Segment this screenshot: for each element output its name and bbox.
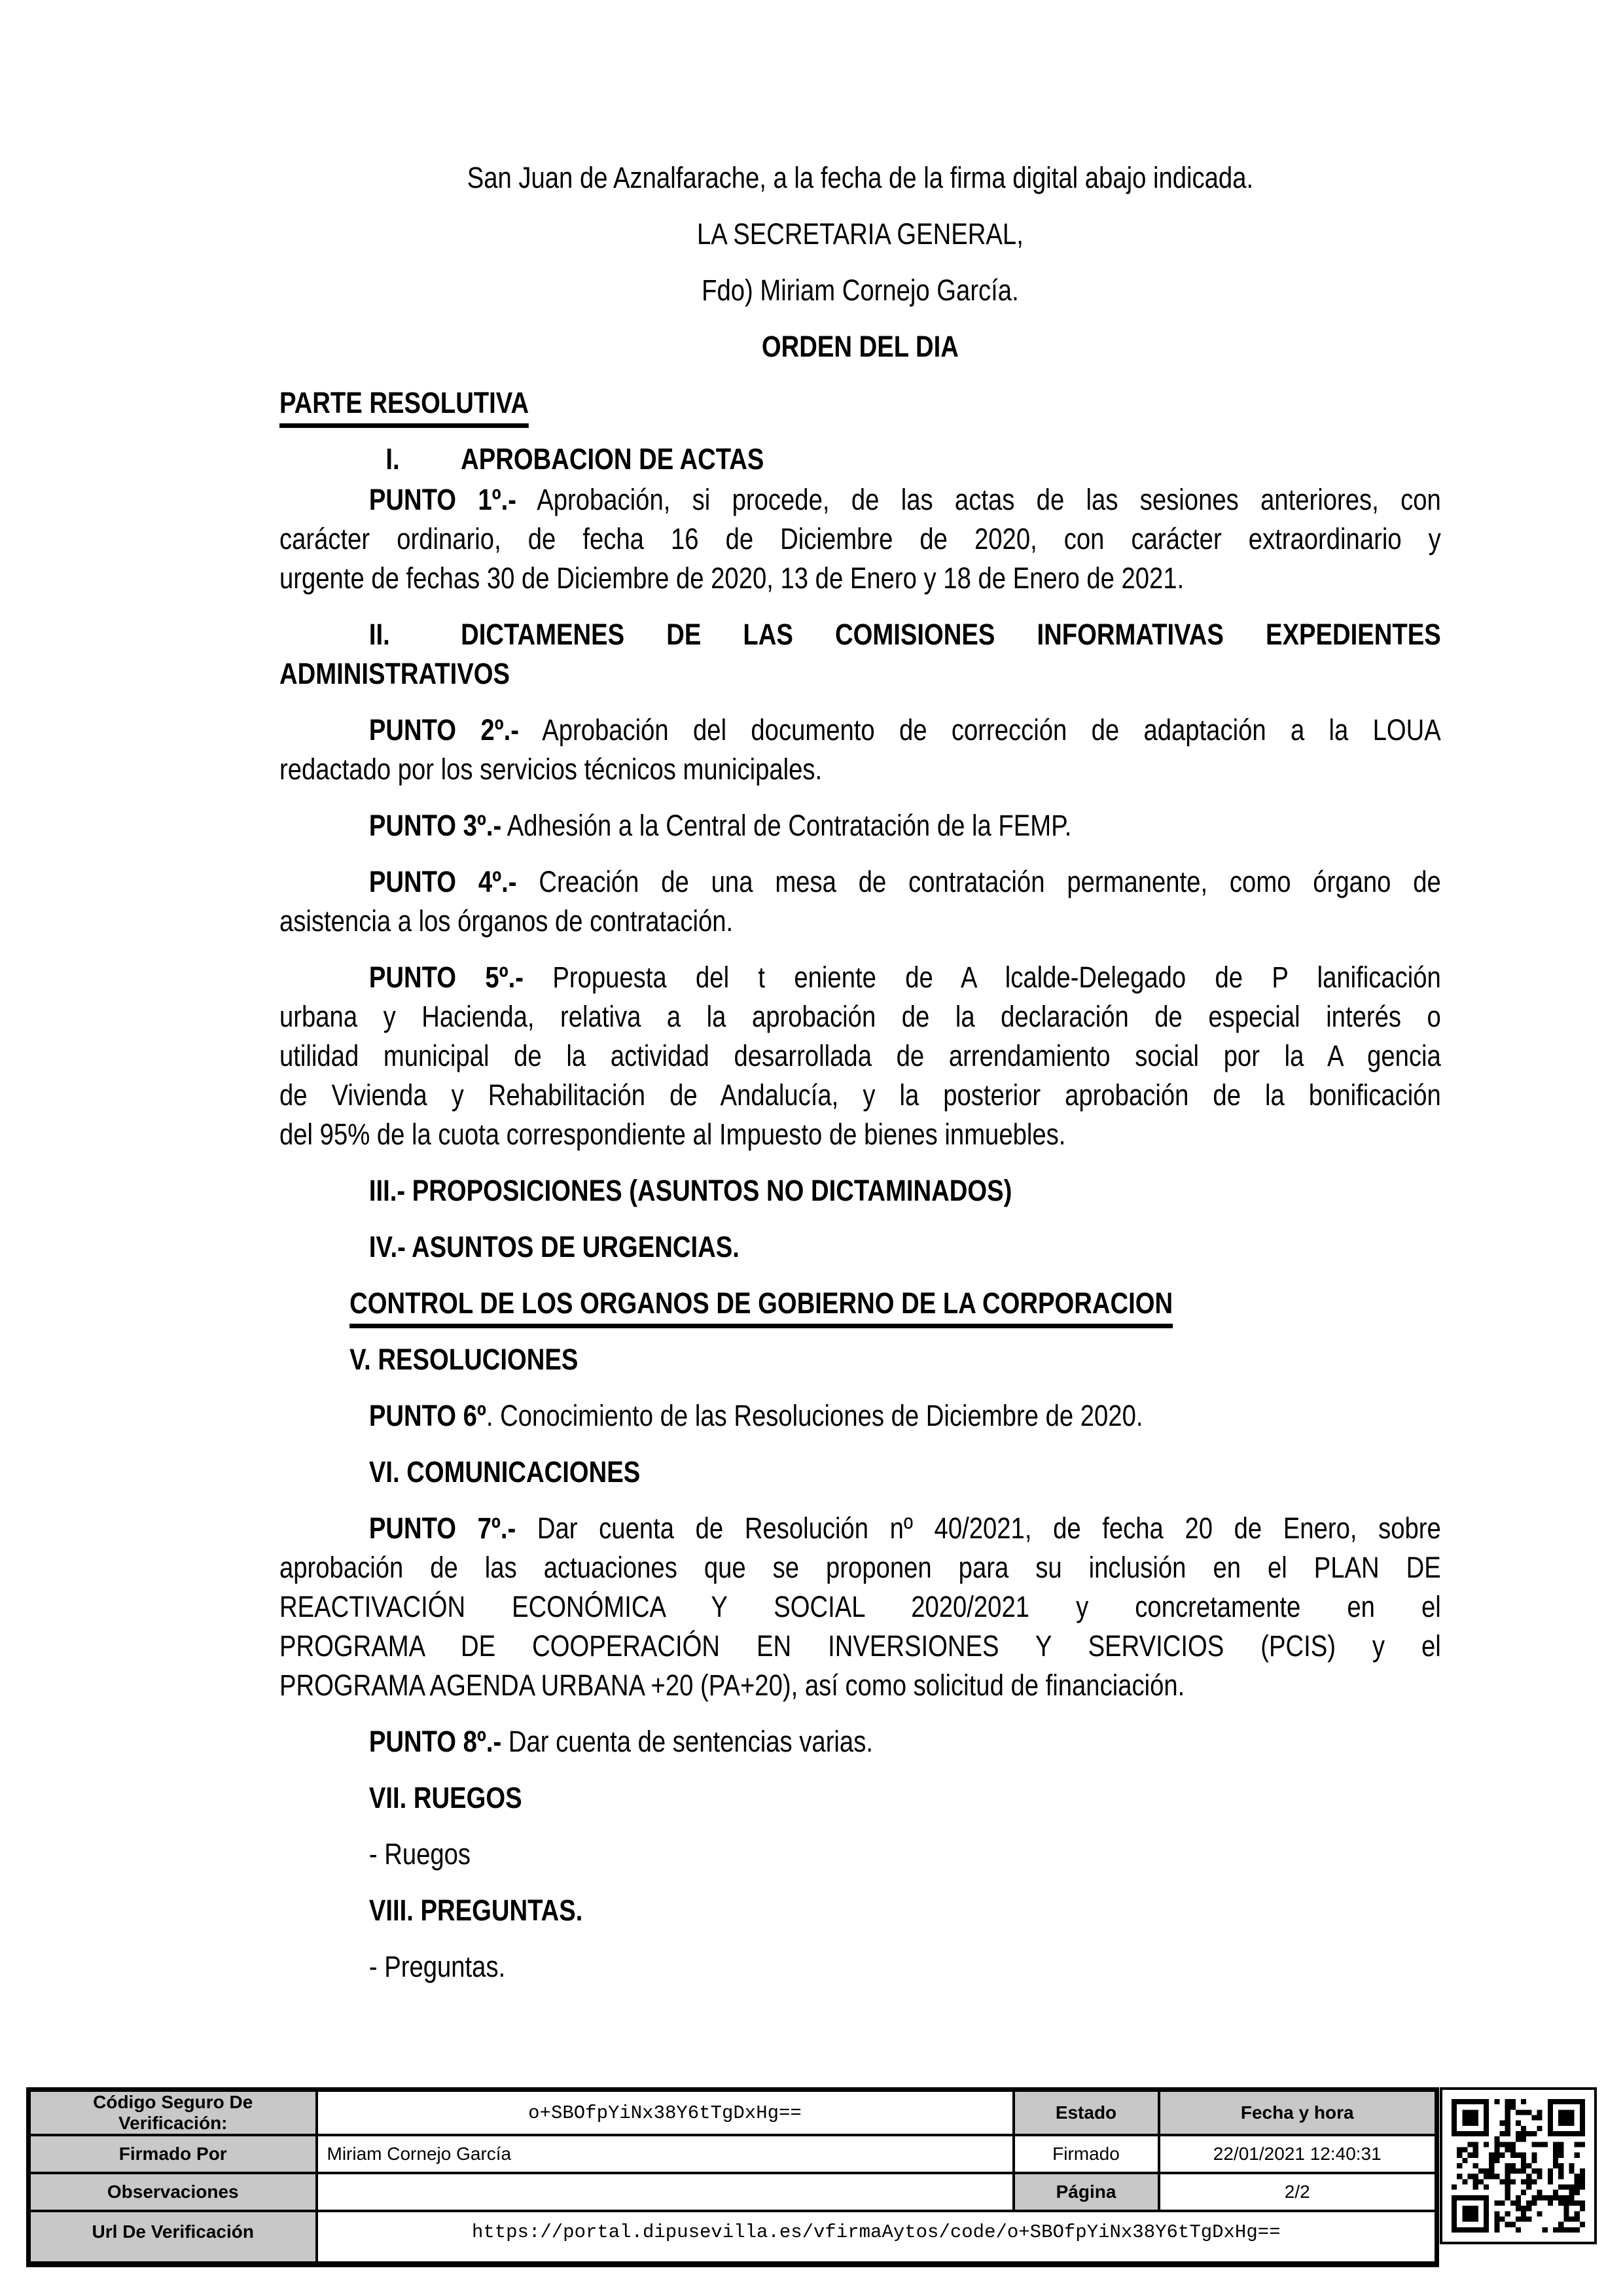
doc-centered-line bbox=[279, 158, 1441, 198]
doc-bold-lead: PUNTO 1º.- bbox=[368, 483, 516, 516]
doc-heading-text: CONTROL DE LOS ORGANOS DE GOBIERNO DE LA CORPORACION bbox=[349, 1286, 1173, 1328]
doc-heading-text: PARTE RESOLUTIVA bbox=[279, 386, 529, 428]
doc-block bbox=[279, 1171, 1441, 1210]
doc-text: San Juan de Aznalfarache, a la fecha de la firma digital abajo indicada. bbox=[467, 161, 1254, 194]
field-label: Observaciones bbox=[29, 2173, 317, 2211]
doc-text: Dar cuenta de Resolución nº 40/2021, de fecha 20 de Enero, sobre bbox=[516, 1511, 1441, 1545]
field-value: 2/2 bbox=[1159, 2173, 1437, 2211]
verification-table bbox=[26, 2087, 1439, 2267]
doc-text: Propuesta del t eniente de A lcalde-Delegado de P lanificación bbox=[523, 961, 1441, 994]
doc-roman-heading bbox=[279, 615, 1441, 654]
doc-text: Aprobación, si procede, de las actas de las sesiones anteriores, con bbox=[516, 483, 1441, 516]
verification-url[interactable]: https://portal.dipusevilla.es/vfirmaAytos/code/o+SBOfpYiNx38Y6tTgDxHg== bbox=[317, 2211, 1437, 2264]
field-label: Estado bbox=[1014, 2090, 1159, 2136]
doc-block bbox=[279, 1891, 1441, 1930]
field-value: Firmado bbox=[1014, 2135, 1159, 2173]
field-label: Firmado Por bbox=[29, 2135, 317, 2173]
doc-text: Adhesión a la Central de Contratación de la FEMP. bbox=[501, 809, 1072, 842]
doc-block bbox=[279, 1722, 1441, 1761]
doc-heading-text: IV.- ASUNTOS DE URGENCIAS. bbox=[368, 1230, 740, 1263]
doc-text: carácter ordinario, de fecha 16 de Diciembre de 2020, con carácter extraordinario y bbox=[279, 522, 1441, 556]
doc-text: LA SECRETARIA GENERAL, bbox=[696, 217, 1024, 251]
doc-paragraph-line bbox=[279, 520, 1441, 559]
doc-text: PROGRAMA AGENDA URBANA +20 (PA+20), así como solicitud de financiación. bbox=[279, 1669, 1185, 1702]
field-label: Código Seguro De Verificación: bbox=[29, 2090, 317, 2136]
field-label: Página bbox=[1014, 2173, 1159, 2211]
doc-text: Fdo) Miriam Cornejo García. bbox=[702, 274, 1019, 307]
field-value bbox=[317, 2173, 1014, 2211]
doc-paragraph-line bbox=[279, 1666, 1441, 1705]
doc-paragraph-line bbox=[279, 1036, 1441, 1076]
doc-heading-text: V. RESOLUCIONES bbox=[349, 1343, 579, 1376]
doc-centered-line bbox=[279, 215, 1441, 254]
doc-heading-line bbox=[279, 654, 1441, 694]
doc-bold-lead: PUNTO 4º.- bbox=[368, 865, 517, 898]
verification-table-row bbox=[29, 2135, 1437, 2173]
doc-block bbox=[279, 1778, 1441, 1818]
doc-bold-lead: PUNTO 5º.- bbox=[368, 961, 524, 994]
doc-heading-text: - Ruegos bbox=[368, 1837, 471, 1871]
doc-heading-line bbox=[279, 1947, 1441, 1987]
doc-heading-line bbox=[279, 383, 1441, 423]
doc-block bbox=[279, 271, 1441, 310]
doc-block bbox=[279, 1396, 1441, 1436]
field-value: o+SBOfpYiNx38Y6tTgDxHg== bbox=[317, 2090, 1014, 2136]
field-label: Fecha y hora bbox=[1159, 2090, 1437, 2136]
doc-text: ORDEN DEL DIA bbox=[761, 330, 959, 363]
doc-heading-line bbox=[279, 1778, 1441, 1818]
doc-heading-text: VII. RUEGOS bbox=[368, 1781, 522, 1814]
doc-block bbox=[279, 1947, 1441, 1987]
doc-block bbox=[279, 1340, 1441, 1379]
doc-block bbox=[279, 158, 1441, 198]
verification-table-row bbox=[29, 2211, 1437, 2264]
doc-text: . Conocimiento de las Resoluciones de Diciembre de 2020. bbox=[486, 1399, 1143, 1432]
doc-text: REACTIVACIÓN ECONÓMICA Y SOCIAL 2020/2021 y concretamente en el bbox=[279, 1590, 1441, 1623]
doc-block bbox=[279, 1453, 1441, 1492]
doc-block bbox=[279, 806, 1441, 845]
doc-paragraph-line bbox=[279, 1115, 1441, 1154]
doc-paragraph-line bbox=[279, 750, 1441, 789]
verification-table-row bbox=[29, 2090, 1437, 2136]
doc-block bbox=[279, 1509, 1441, 1705]
doc-bold-lead: PUNTO 7º.- bbox=[368, 1511, 516, 1545]
qr-code-box bbox=[1440, 2087, 1597, 2244]
doc-paragraph-line bbox=[279, 862, 1441, 902]
doc-heading-text: - Preguntas. bbox=[368, 1950, 506, 1983]
doc-text: del 95% de la cuota correspondiente al Impuesto de bienes inmuebles. bbox=[279, 1118, 1066, 1151]
doc-text: urgente de fechas 30 de Diciembre de 2020, 13 de Enero y 18 de Enero de 2021. bbox=[279, 561, 1185, 595]
doc-heading-line bbox=[279, 1284, 1441, 1323]
doc-centered-line bbox=[279, 327, 1441, 366]
doc-text: Creación de una mesa de contratación permanente, como órgano de bbox=[516, 865, 1441, 898]
doc-heading-line bbox=[279, 1835, 1441, 1874]
doc-block bbox=[279, 711, 1441, 789]
doc-block bbox=[279, 1284, 1441, 1323]
doc-paragraph-line bbox=[279, 1396, 1441, 1436]
doc-paragraph-line bbox=[279, 559, 1441, 598]
doc-heading-line bbox=[279, 1453, 1441, 1492]
doc-paragraph-line bbox=[279, 1076, 1441, 1115]
doc-text: urbana y Hacienda, relativa a la aprobación de la declaración de especial interés o bbox=[279, 1000, 1441, 1033]
doc-block bbox=[279, 958, 1441, 1154]
doc-heading-line bbox=[279, 1171, 1441, 1210]
doc-heading-text: ADMINISTRATIVOS bbox=[279, 657, 510, 690]
doc-text: Aprobación del documento de corrección de adaptación a la LOUA bbox=[518, 713, 1441, 747]
doc-block bbox=[279, 1835, 1441, 1874]
doc-paragraph-line bbox=[279, 1627, 1441, 1666]
doc-text: aprobación de las actuaciones que se proponen para su inclusión en el PLAN DE bbox=[279, 1551, 1441, 1584]
doc-block bbox=[279, 383, 1441, 423]
doc-paragraph-line bbox=[279, 711, 1441, 750]
field-label: Url De Verificación bbox=[29, 2211, 317, 2264]
doc-heading-line bbox=[279, 1891, 1441, 1930]
doc-paragraph-line bbox=[279, 480, 1441, 520]
doc-paragraph-line bbox=[279, 958, 1441, 997]
document-body bbox=[279, 158, 1441, 2004]
doc-paragraph-line bbox=[279, 1587, 1441, 1627]
doc-paragraph-line bbox=[279, 1548, 1441, 1587]
field-value: Miriam Cornejo García bbox=[317, 2135, 1014, 2173]
doc-paragraph-line bbox=[279, 1722, 1441, 1761]
doc-text: utilidad municipal de la actividad desarrollada de arrendamiento social por la A gencia bbox=[279, 1039, 1441, 1072]
doc-block bbox=[279, 1227, 1441, 1267]
doc-paragraph-line bbox=[279, 902, 1441, 941]
doc-centered-line bbox=[279, 271, 1441, 310]
doc-block bbox=[279, 862, 1441, 941]
doc-block bbox=[279, 327, 1441, 366]
roman-numeral: II. bbox=[368, 618, 390, 651]
doc-heading-text: DICTAMENES DE LAS COMISIONES INFORMATIVAS EXPEDIENTES bbox=[461, 618, 1441, 651]
doc-block bbox=[279, 440, 1441, 479]
doc-block bbox=[279, 615, 1441, 694]
doc-text: PROGRAMA DE COOPERACIÓN EN INVERSIONES Y SERVICIOS (PCIS) y el bbox=[279, 1629, 1441, 1663]
doc-heading-text: VIII. PREGUNTAS. bbox=[368, 1894, 583, 1927]
field-value: 22/01/2021 12:40:31 bbox=[1159, 2135, 1437, 2173]
doc-heading-text: III.- PROPOSICIONES (ASUNTOS NO DICTAMINADOS) bbox=[368, 1174, 1012, 1207]
doc-bold-lead: PUNTO 3º.- bbox=[368, 809, 502, 842]
doc-heading-text: VI. COMUNICACIONES bbox=[368, 1455, 641, 1489]
doc-bold-lead: PUNTO 8º.- bbox=[368, 1725, 502, 1758]
roman-numeral: I. bbox=[385, 442, 400, 476]
doc-text: Dar cuenta de sentencias varias. bbox=[501, 1725, 873, 1758]
doc-bold-lead: PUNTO 2º.- bbox=[368, 713, 519, 747]
doc-text: redactado por los servicios técnicos municipales. bbox=[279, 752, 823, 786]
doc-block bbox=[279, 480, 1441, 598]
doc-heading-text: APROBACION DE ACTAS bbox=[461, 442, 764, 476]
doc-heading-line bbox=[279, 1227, 1441, 1267]
doc-paragraph-line bbox=[279, 997, 1441, 1036]
doc-heading-line bbox=[279, 1340, 1441, 1379]
doc-bold-lead: PUNTO 6º bbox=[368, 1399, 486, 1432]
doc-paragraph-line bbox=[279, 1509, 1441, 1548]
qr-code-icon bbox=[1452, 2099, 1585, 2233]
doc-paragraph-line bbox=[279, 806, 1441, 845]
doc-text: asistencia a los órganos de contratación. bbox=[279, 904, 734, 938]
doc-roman-heading bbox=[279, 440, 1441, 479]
doc-block bbox=[279, 215, 1441, 254]
verification-table-row bbox=[29, 2173, 1437, 2211]
doc-text: de Vivienda y Rehabilitación de Andalucía, y la posterior aprobación de la bonificación bbox=[279, 1078, 1441, 1112]
